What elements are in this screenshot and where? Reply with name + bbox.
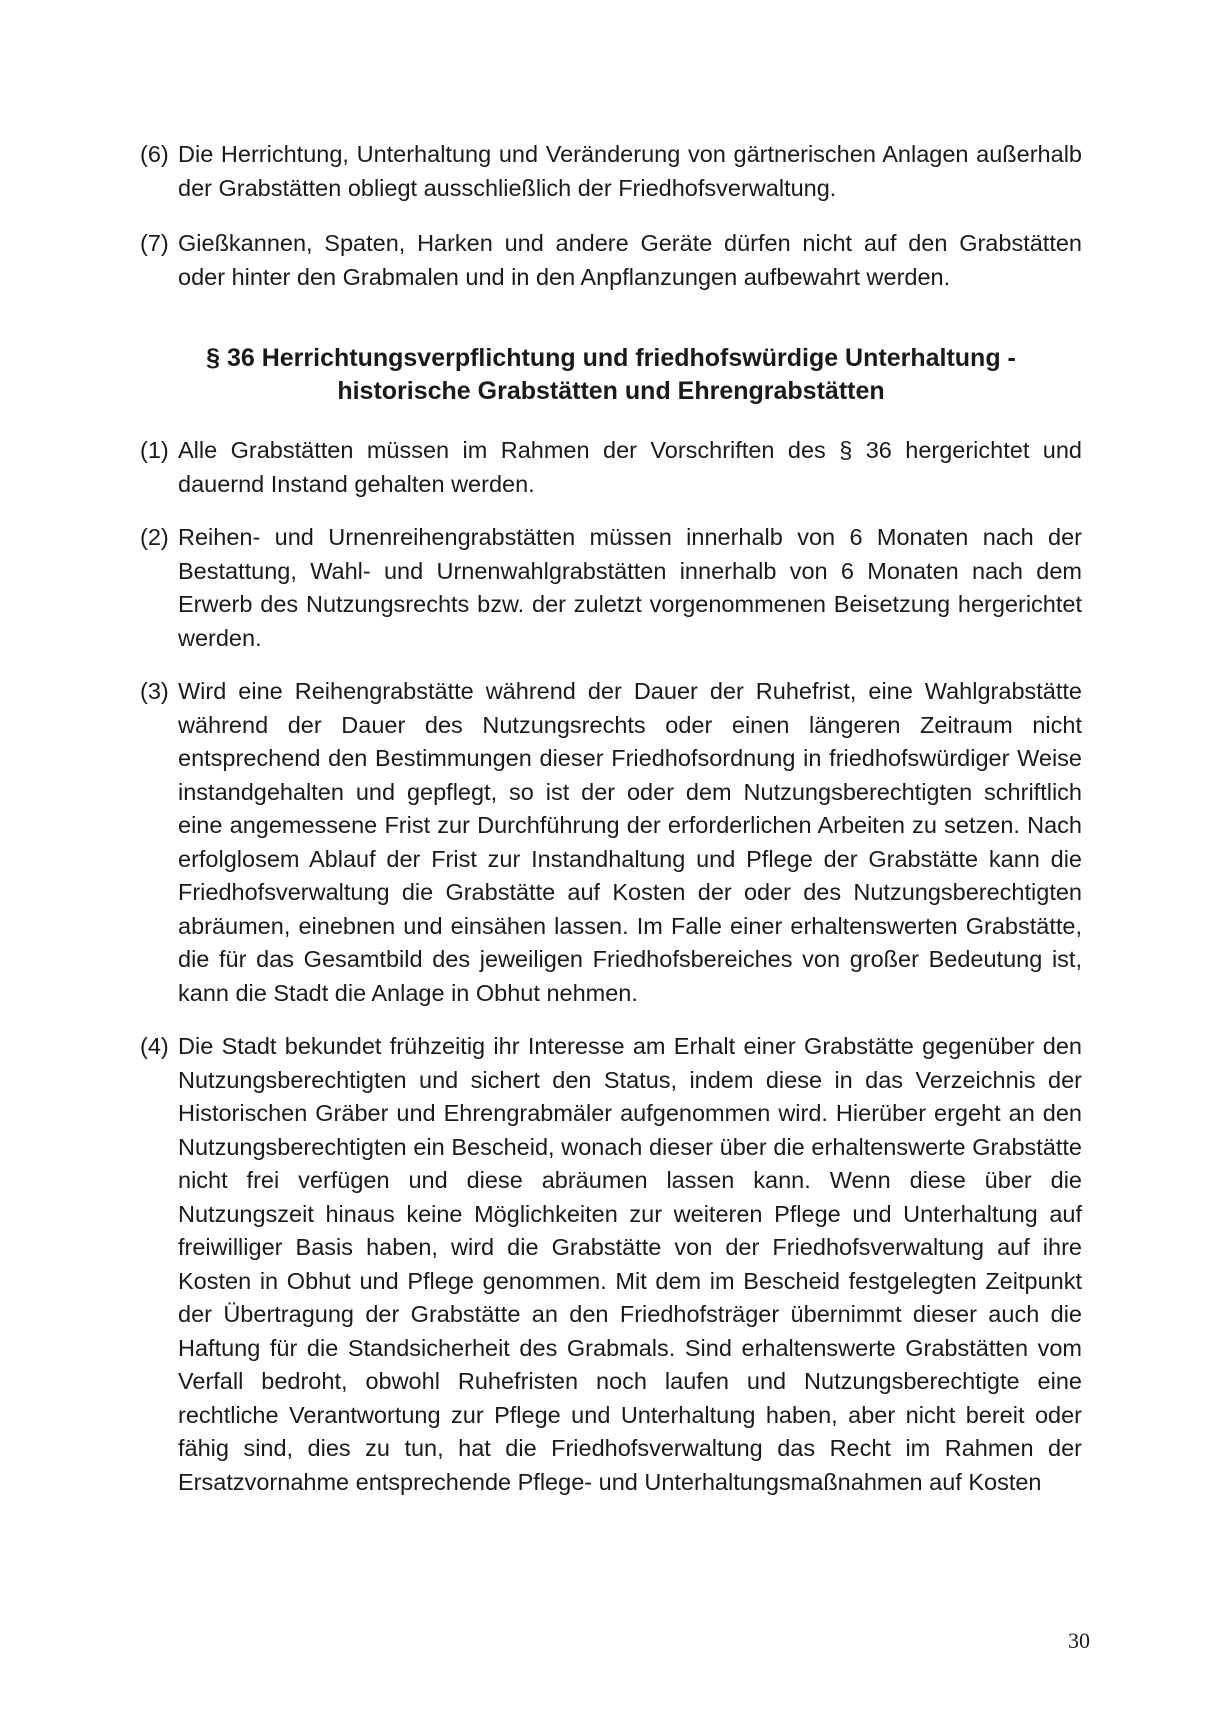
paragraph-text: Wird eine Reihengrabstätte während der Dauer der Ruhefrist, eine Wahlgrabstätte während der Dauer des Nutzungsrechts oder einen längeren Zeitraum nicht entsprechend den Bestimmungen dieser Friedhofsordnung in friedhofswürdiger Weise instandgehalten und gepflegt, so ist der oder dem Nutzungsberechtigten schriftlich eine angemessene Frist zur Durchführung der erforderlichen Arbeiten zu setzen. Nach erfolglosem Ablauf der Frist zur Instandhaltung und Pflege der Grabstätte kann die Friedhofsverwaltung die Grabstätte auf Kosten der oder des Nutzungsberechtigten abräumen, einebnen und einsähen lassen. Im Falle einer erhaltenswerten Grabstätte, die für das Gesamtbild des jeweiligen Friedhofsbereiches von großer Bedeutung ist, kann die Stadt die Anlage in Obhut nehmen.: [178, 678, 1082, 1006]
paragraph-text: Reihen- und Urnenreihengrabstätten müssen innerhalb von 6 Monaten nach der Bestattung, Wahl- und Urnenwahlgrabstätten innerhalb von 6 Monaten nach dem Erwerb des Nutzungsrechts bzw. der zuletzt vorgenommenen Beisetzung hergerichtet werden.: [178, 524, 1082, 651]
paragraph-number: (3): [140, 678, 169, 704]
paragraph-text: Die Herrichtung, Unterhaltung und Veränderung von gärtnerischen Anlagen außerhalb der Grabstätten obliegt ausschließlich der Friedhofsverwaltung.: [178, 141, 1082, 201]
paragraph-number: (1): [140, 437, 169, 463]
paragraph-text: Alle Grabstätten müssen im Rahmen der Vorschriften des § 36 hergerichtet und dauernd Instand gehalten werden.: [178, 437, 1082, 497]
paragraph-text: Die Stadt bekundet frühzeitig ihr Interesse am Erhalt einer Grabstätte gegenüber den Nutzungsberechtigten und sichert den Status, indem diese in das Verzeichnis der Historischen Gräber und Ehrengrabmäler aufgenommen wird. Hierüber ergeht an den Nutzungsberechtigten ein Bescheid, wonach dieser über die erhaltenswerte Grabstätte nicht frei verfügen und diese abräumen lassen kann. Wenn diese über die Nutzungszeit hinaus keine Möglichkeiten zur weiteren Pflege und Unterhaltung auf freiwilliger Basis haben, wird die Grabstätte von der Friedhofsverwaltung auf ihre Kosten in Obhut und Pflege genommen. Mit dem im Bescheid festgelegten Zeitpunkt der Übertragung der Grabstätte an den Friedhofsträger übernimmt dieser auch die Haftung für die Standsicherheit des Grabmals. Sind erhaltenswerte Grabstätten vom Verfall bedroht, obwohl Ruhefristen noch laufen und Nutzungsberechtigte eine rechtliche Verantwortung zur Pflege und Unterhaltung haben, aber nicht bereit oder fähig sind, dies zu tun, hat die Friedhofsverwaltung das Recht im Rahmen der Ersatzvornahme entsprechende Pflege- und Unterhaltungsmaßnahmen auf Kosten: [178, 1033, 1082, 1495]
section-heading: [140, 342, 1082, 408]
paragraph-text: Gießkannen, Spaten, Harken und andere Geräte dürfen nicht auf den Grabstätten oder hinter den Grabmalen und in den Anpflanzungen aufbewahrt werden.: [178, 230, 1082, 290]
paragraph-6: [140, 138, 1082, 205]
paragraph-number: (7): [140, 230, 169, 256]
paragraph-4: [140, 1030, 1082, 1499]
section-heading-line-2: historische Grabstätten und Ehrengrabstätten: [337, 377, 885, 405]
paragraph-number: (6): [140, 141, 169, 167]
paragraph-3: [140, 675, 1082, 1010]
page-content: [140, 138, 1082, 1519]
paragraph-number: (2): [140, 524, 169, 550]
paragraph-1: [140, 434, 1082, 501]
paragraph-2: [140, 521, 1082, 655]
paragraph-7: [140, 227, 1082, 294]
paragraph-number: (4): [140, 1033, 169, 1059]
page-number: 30: [1068, 1628, 1090, 1653]
section-heading-line-1: § 36 Herrichtungsverpflichtung und friedhofswürdige Unterhaltung -: [206, 344, 1016, 372]
